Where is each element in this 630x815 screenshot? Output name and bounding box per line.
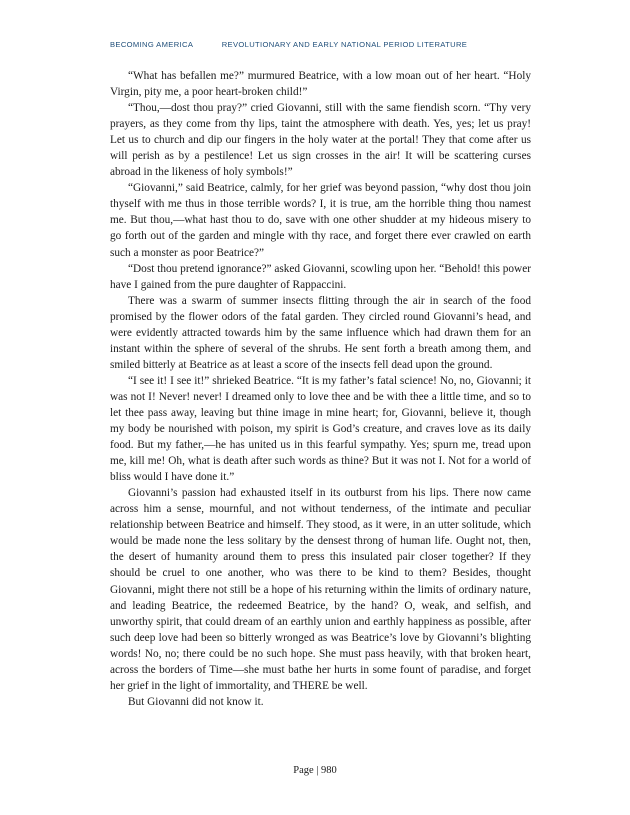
- paragraph: “Giovanni,” said Beatrice, calmly, for her grief was beyond passion, “why dost thou join thyself with me thus in those terrible words? I, it is true, am the horrible thing thou namest me. But thou,—what hast thou to do, save with one other shudder at my hideous misery to go forth out of the garden and mingle with thy race, and forget there ever crawled on earth such a monster as poor Beatrice?”: [110, 182, 531, 259]
- paragraph: “I see it! I see it!” shrieked Beatrice. “It is my father’s fatal science! No, no, Giovanni; it was not I! Never! never! I dreamed only to love thee and be with thee a little time, and so to let thee pass away, leaving but thine image in mine heart; for, Giovanni, believe it, though my body be nourished with poison, my spirit is God’s creature, and craves love as its daily food. But my father,—he has united us in this fearful sympathy. Yes; spurn me, tread upon me, kill me! Oh, what is death after such words as thine? But it was not I. Not for a world of bliss would I have done it.”: [110, 374, 531, 484]
- page-number: Page | 980: [293, 765, 337, 776]
- paragraph: There was a swarm of summer insects flitting through the air in search of the food promised by the flower odors of the fatal garden. They circled round Giovanni’s head, and were evidently attracted towards him by the same influence which had drawn them for an instant within the sphere of several of the shrubs. He sent forth a breath among them, and smiled bitterly at Beatrice as at least a score of the insects fell dead upon the ground.: [110, 294, 531, 371]
- paragraph: But Giovanni did not know it.: [128, 695, 264, 708]
- running-header: [110, 40, 530, 49]
- paragraph: Giovanni’s passion had exhausted itself in its outburst from his lips. There now came across him a sense, mournful, and not without tenderness, of the intimate and peculiar relationship between Beatrice and himself. They stood, as it were, in an utter solitude, which would be made none the less solitary by the densest throng of human life. Ought not, then, the desert of humanity around them to press this insulated pair closer together? If they should be cruel to one another, who was there to be kind to them? Besides, thought Giovanni, might there not still be a hope of his returning within the limits of ordinary nature, and leading Beatrice, the redeemed Beatrice, by the hand? O, weak, and selfish, and unworthy spirit, that could dream of an earthly union and earthly happiness as possible, after such deep love had been so bitterly wronged as was Beatrice’s love by Giovanni’s blighting words! No, no; there could be no such hope. She must pass heavily, with that broken heart, across the borders of Time—she must bathe her hurts in some fount of paradise, and forget her grief in the light of immortality, and THERE be well.: [110, 487, 531, 692]
- paragraph: “What has befallen me?” murmured Beatrice, with a low moan out of her heart. “Holy Virgin, pity me, a poor heart-broken child!”: [110, 70, 531, 99]
- section-title: REVOLUTIONARY AND EARLY NATIONAL PERIOD LITERATURE: [221, 40, 468, 49]
- body-text: [110, 68, 531, 710]
- book-title: BECOMING AMERICA: [110, 40, 194, 49]
- paragraph: “Thou,—dost thou pray?” cried Giovanni, still with the same fiendish scorn. “Thy very prayers, as they come from thy lips, taint the atmosphere with death. Yes, yes; let us pray! Let us to church and dip our fingers in the holy water at the portal! They that come after us will perish as by a pestilence! Let us sign crosses in the air! It will be scattering curses abroad in the likeness of holy symbols!”: [110, 102, 531, 179]
- paragraph: “Dost thou pretend ignorance?” asked Giovanni, scowling upon her. “Behold! this power have I gained from the pure daughter of Rappaccini.: [110, 262, 531, 291]
